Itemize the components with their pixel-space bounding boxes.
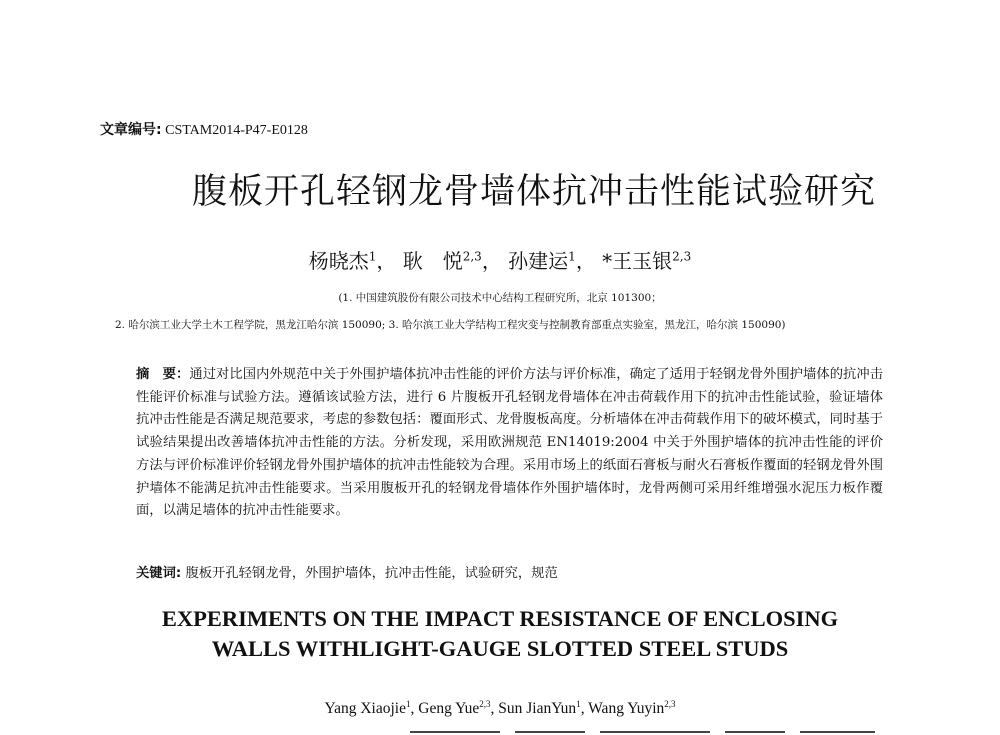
author-en-1-affil: 1 — [406, 699, 411, 709]
author-en-1: Yang Xiaojie — [324, 700, 406, 718]
affiliation-line-1: (1. 中国建筑股份有限公司技术中心结构工程研究所，北京 101300； — [338, 292, 662, 304]
author-en-4-affil: 2,3 — [664, 699, 676, 709]
author-cn-3: 孙建运 — [508, 249, 569, 273]
article-number-label: 文章编号: — [100, 122, 162, 138]
title-english-line-2: WALLS WITHLIGHT-GAUGE SLOTTED STEEL STUDS — [211, 636, 789, 661]
abstract-text: 通过对比国内外规范中关于外围护墙体抗冲击性能的评价方法与评价标准，确定了适用于轻钢龙骨外围护墙体的抗冲击性能评价标准与试验方法。遵循该试验方法，进行 6 片腹板开孔轻钢龙骨墙体在冲击荷载作用下的抗冲击性能试验，验证墙体抗冲击性能是否满足规范要求，考虑的参数包括：覆面形式、龙骨腹板高度。分析墙体在冲击荷载作用下的破坏模式，同时基于试验结果提出改善墙体抗冲击性能的方法。分析发现，采用欧洲规范 EN14019:2004 中关于外围护墙体的抗冲击性能的评价方法与评价标准评价轻钢龙骨外围护墙体的抗冲击性能较为合理。采用市场上的纸面石膏板与耐火石膏板作覆面的轻钢龙骨外围护墙体不能满足抗冲击性能要求。当采用腹板开孔的轻钢龙骨墙体作外围护墙体时，龙骨两侧可采用纤维增强水泥压力板作覆面，以满足墙体的抗冲击性能要求。 — [136, 367, 884, 519]
author-en-4: Wang Yuyin — [588, 700, 665, 718]
title-chinese: 腹板开孔轻钢龙骨墙体抗冲击性能试验研究 — [192, 172, 877, 212]
author-cn-3-affil: 1 — [568, 249, 576, 264]
title-english — [0, 604, 1000, 664]
author-en-2: Geng Yue — [418, 700, 480, 718]
cut-off-fragment — [800, 731, 875, 733]
authors-english: Yang Xiaojie$^1$, Geng Yue$^{2,3}$, Sun JianYun$^1$, Wang Yuyin$^{2,3}$ — [324, 699, 676, 718]
cut-off-fragment — [725, 731, 785, 733]
author-en-3: Sun JianYun — [498, 700, 577, 718]
author-cn-2: 耿 悦 — [402, 249, 463, 273]
author-cn-1: 杨晓杰 — [308, 249, 369, 273]
cut-off-fragment — [410, 731, 500, 733]
abstract-label: 摘 要： — [136, 367, 190, 382]
abstract — [136, 364, 883, 523]
article-number-value: CSTAM2014-P47-E0128 — [165, 123, 308, 138]
cut-off-text-line — [380, 727, 880, 735]
keywords-label: 关键词: — [136, 566, 182, 581]
author-cn-1-affil: 1 — [368, 249, 377, 264]
author-cn-4: *王玉银 — [602, 249, 673, 273]
author-en-3-affil: 1 — [576, 699, 581, 709]
affiliation-line-2: 2. 哈尔滨工业大学土木工程学院，黑龙江哈尔滨 150090; 3. 哈尔滨工业大学结构工程灾变与控制教育部重点实验室，黑龙江，哈尔滨 150090) — [115, 319, 786, 331]
authors-chinese: 杨晓杰$^1$， 耿 悦$^{2,3}$， 孙建运$^1$， *王玉银$^{2,3}$ — [308, 249, 692, 273]
author-cn-4-affil: 2,3 — [672, 249, 692, 264]
article-number — [100, 119, 308, 139]
cut-off-fragment — [515, 731, 585, 733]
author-en-2-affil: 2,3 — [479, 699, 491, 709]
cut-off-fragment — [600, 731, 710, 733]
keywords — [136, 562, 883, 581]
keywords-text: 腹板开孔轻钢龙骨，外围护墙体，抗冲击性能，试验研究，规范 — [185, 566, 558, 581]
author-cn-2-affil: 2,3 — [462, 249, 482, 264]
title-english-line-1: EXPERIMENTS ON THE IMPACT RESISTANCE OF ENCLOSING — [161, 606, 839, 631]
